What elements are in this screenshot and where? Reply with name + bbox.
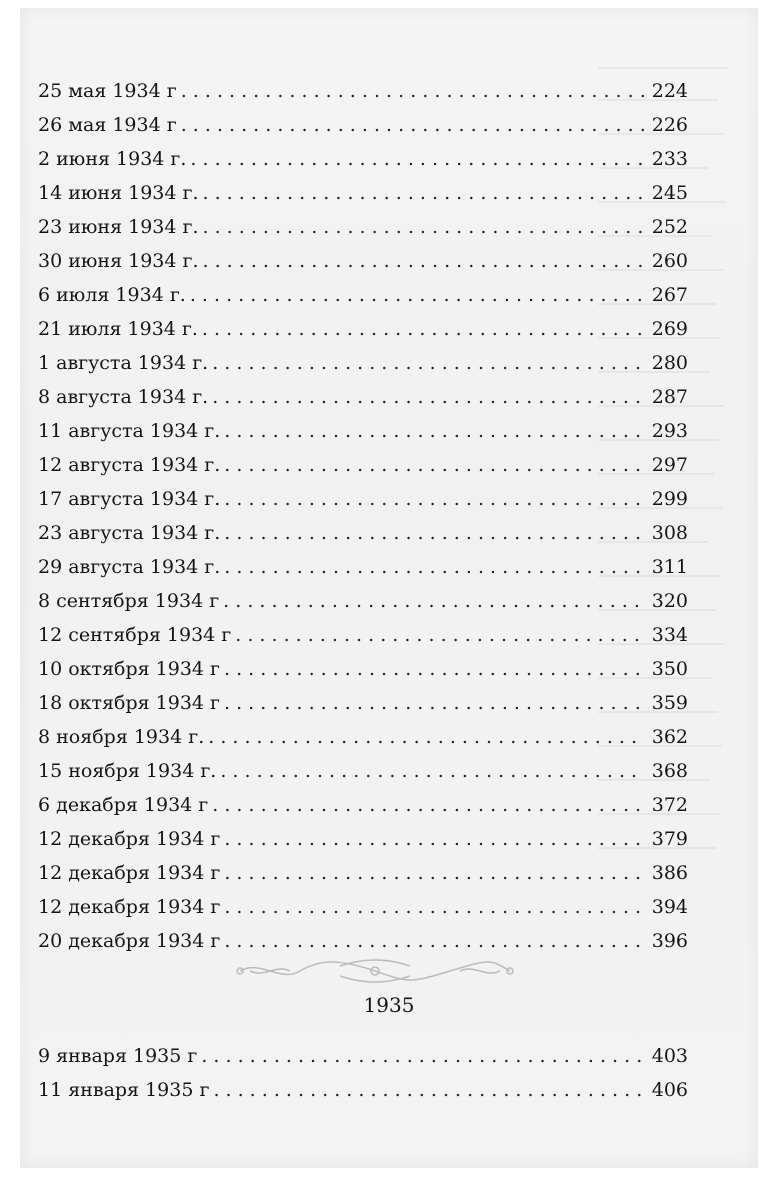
toc-entry-date: 25 мая 1934 г — [38, 80, 177, 102]
dot-leader — [224, 658, 644, 680]
toc-entry — [38, 862, 688, 896]
toc-entry — [38, 1045, 688, 1079]
toc-entry-date: 8 августа 1934 г. — [38, 386, 209, 408]
dot-leader — [190, 284, 644, 306]
dot-leader — [224, 896, 644, 918]
dot-leader — [203, 216, 645, 238]
dot-leader — [190, 148, 644, 170]
dot-leader — [212, 386, 644, 408]
toc-entry — [38, 624, 688, 658]
toc-entry-date: 23 июня 1934 г. — [38, 216, 199, 238]
toc-entry-page: 293 — [651, 420, 688, 442]
dot-leader — [220, 760, 644, 782]
dot-leader — [202, 318, 644, 340]
toc-entry-page: 403 — [651, 1045, 688, 1067]
toc-entry — [38, 590, 688, 624]
toc-entry — [38, 250, 688, 284]
toc-entry — [38, 896, 688, 930]
toc-entry-date: 17 августа 1934 г. — [38, 488, 221, 510]
toc-entry — [38, 352, 688, 386]
dot-leader — [203, 250, 645, 272]
toc-entry-date: 20 декабря 1934 г — [38, 930, 221, 952]
dot-leader — [224, 556, 644, 578]
toc-entry-date: 12 декабря 1934 г — [38, 862, 221, 884]
dot-leader — [224, 930, 644, 952]
toc-entry-page: 226 — [651, 114, 688, 136]
toc-entry — [38, 114, 688, 148]
toc-entry-page: 280 — [651, 352, 688, 374]
toc-entry-date: 21 июля 1934 г. — [38, 318, 198, 340]
dot-leader — [224, 522, 644, 544]
toc-entry — [38, 556, 688, 590]
year-heading: 1935 — [363, 993, 415, 1017]
toc-entry-date: 18 октября 1934 г — [38, 692, 221, 714]
toc-entry-page: 311 — [651, 556, 688, 578]
toc-entry-date: 11 января 1935 г — [38, 1079, 210, 1101]
toc-entry — [38, 80, 688, 114]
toc-entry-date: 30 июня 1934 г. — [38, 250, 199, 272]
dot-leader — [213, 1079, 644, 1101]
toc-entry-page: 379 — [651, 828, 688, 850]
toc-entry — [38, 386, 688, 420]
toc-entry-date: 12 декабря 1934 г — [38, 828, 221, 850]
dot-leader — [181, 114, 644, 136]
dot-leader — [203, 182, 645, 204]
toc-entry-date: 12 сентября 1934 г — [38, 624, 232, 646]
toc-entry-date: 12 декабря 1934 г — [38, 896, 221, 918]
dot-leader — [224, 692, 644, 714]
toc-entry-page: 252 — [651, 216, 688, 238]
toc-entry-date: 1 августа 1934 г. — [38, 352, 209, 374]
toc-entry-page: 368 — [651, 760, 688, 782]
book-page — [20, 8, 758, 1168]
toc-entry-page: 245 — [651, 182, 688, 204]
dot-leader — [181, 80, 644, 102]
toc-entry — [38, 284, 688, 318]
toc-entry — [38, 216, 688, 250]
toc-entry-date: 26 мая 1934 г — [38, 114, 177, 136]
toc-entry-date: 14 июня 1934 г. — [38, 182, 199, 204]
toc-entry-date: 8 ноября 1934 г. — [38, 726, 205, 748]
toc-entry — [38, 1079, 688, 1113]
toc-entry-date: 6 декабря 1934 г — [38, 794, 209, 816]
dot-leader — [208, 726, 644, 748]
toc-entry-page: 320 — [651, 590, 688, 612]
dot-leader — [224, 488, 644, 510]
toc-entry — [38, 828, 688, 862]
toc-entry-page: 406 — [651, 1079, 688, 1101]
toc-entry-page: 334 — [651, 624, 688, 646]
toc-entry — [38, 318, 688, 352]
toc-entry — [38, 522, 688, 556]
toc-entry — [38, 794, 688, 828]
dot-leader — [223, 590, 644, 612]
toc-entry — [38, 726, 688, 760]
dot-leader — [212, 794, 644, 816]
toc-entry-page: 299 — [651, 488, 688, 510]
toc-entry-date: 2 июня 1934 г. — [38, 148, 187, 170]
toc-entry-page: 233 — [651, 148, 688, 170]
dot-leader — [224, 862, 644, 884]
toc-entry-page: 362 — [651, 726, 688, 748]
dot-leader — [235, 624, 644, 646]
toc-entry-page: 396 — [651, 930, 688, 952]
toc-entry-page: 350 — [651, 658, 688, 680]
toc-entry — [38, 454, 688, 488]
toc-entry — [38, 182, 688, 216]
toc-entry-date: 11 августа 1934 г. — [38, 420, 221, 442]
toc-entry-page: 287 — [651, 386, 688, 408]
toc-entry-page: 269 — [651, 318, 688, 340]
toc-entry-date: 9 января 1935 г — [38, 1045, 198, 1067]
toc-entry-page: 267 — [651, 284, 688, 306]
toc-entry-date: 12 августа 1934 г. — [38, 454, 221, 476]
toc-1934-list — [38, 80, 688, 964]
toc-entry-page: 224 — [651, 80, 688, 102]
toc-entry-date: 15 ноября 1934 г. — [38, 760, 217, 782]
toc-entry-date: 29 августа 1934 г. — [38, 556, 221, 578]
dot-leader — [224, 828, 644, 850]
toc-entry-date: 10 октября 1934 г — [38, 658, 221, 680]
toc-entry-page: 297 — [651, 454, 688, 476]
toc-entry — [38, 692, 688, 726]
toc-entry — [38, 420, 688, 454]
dot-leader — [212, 352, 644, 374]
toc-entry-page: 308 — [651, 522, 688, 544]
toc-entry-date: 6 июля 1934 г. — [38, 284, 186, 306]
toc-entry — [38, 760, 688, 794]
toc-entry-page: 394 — [651, 896, 688, 918]
toc-entry — [38, 658, 688, 692]
dot-leader — [224, 454, 644, 476]
toc-entry-date: 23 августа 1934 г. — [38, 522, 221, 544]
toc-entry — [38, 488, 688, 522]
toc-entry-date: 8 сентября 1934 г — [38, 590, 220, 612]
toc-entry-page: 260 — [651, 250, 688, 272]
toc-entry-page: 359 — [651, 692, 688, 714]
toc-entry-page: 386 — [651, 862, 688, 884]
ornament-divider-icon — [220, 956, 530, 986]
dot-leader — [201, 1045, 644, 1067]
toc-entry — [38, 148, 688, 182]
toc-entry-page: 372 — [651, 794, 688, 816]
dot-leader — [224, 420, 644, 442]
toc-1935-list — [38, 1045, 688, 1113]
